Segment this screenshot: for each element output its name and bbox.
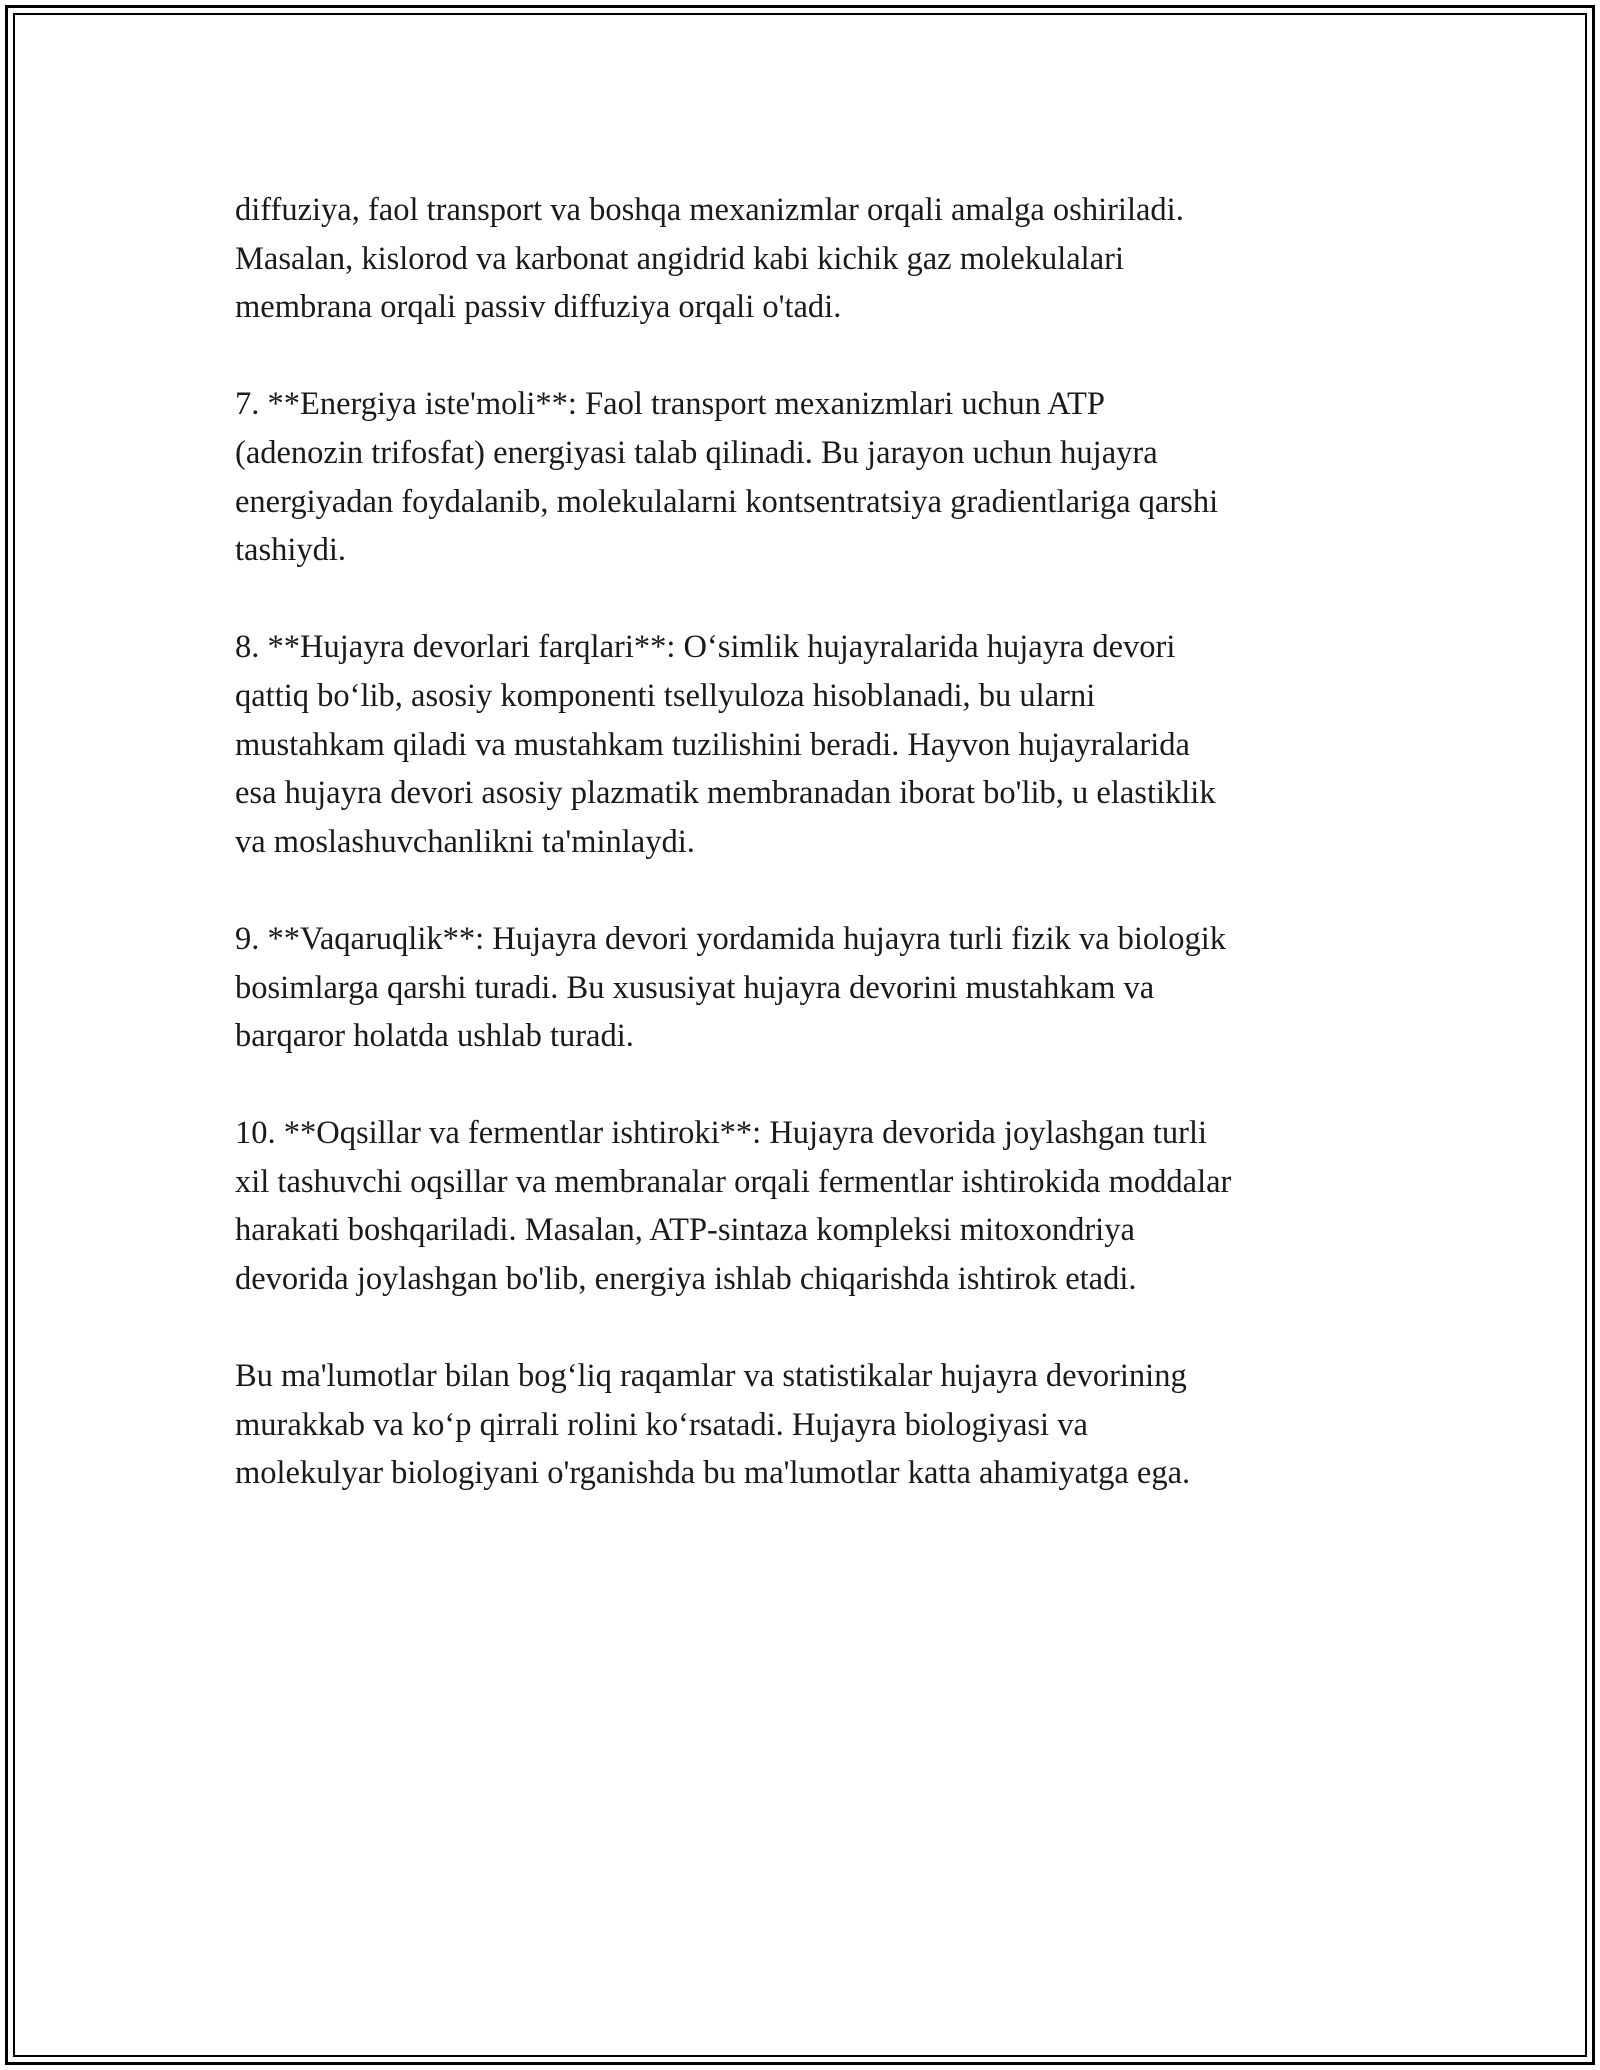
paragraph-cell-wall-differences: 8. **Hujayra devorlari farqlari**: O‘simlik hujayralarida hujayra devori qattiq bo‘lib, asosiy komponenti tsellyuloza hisoblanadi, bu ularni mustahkam qiladi va mustahkam tuzilishini beradi. Hayvon hujayralarida esa hujayra devori asosiy plazmatik membranadan iborat bo'lib, u elastiklik va moslashuvchanlikni ta'minlaydi. <box>235 629 1216 860</box>
paragraph-conclusion: Bu ma'lumotlar bilan bog‘liq raqamlar va statistikalar hujayra devorining murakkab va ko‘p qirrali rolini ko‘rsatadi. Hujayra biologiyasi va molekulyar biologiyani o'rganishda bu ma'lumotlar katta ahamiyatga ega. <box>235 1358 1191 1492</box>
paragraph-diffusion: diffuziya, faol transport va boshqa mexanizmlar orqali amalga oshiriladi. Masalan, kislorod va karbonat angidrid kabi kichik gaz molekulalari membrana orqali passiv diffuziya orqali o'tadi. <box>235 192 1184 326</box>
paragraph-energy-consumption: 7. **Energiya iste'moli**: Faol transport mexanizmlari uchun ATP (adenozin trifosfat) energiyasi talab qilinadi. Bu jarayon uchun hujayra energiyadan foydalanib, molekulalarni kontsentratsiya gradientlariga qarshi tashiydi. <box>235 386 1219 569</box>
document-body <box>235 186 1365 1547</box>
paragraph-resistance: 9. **Vaqaruqlik**: Hujayra devori yordamida hujayra turli fizik va biologik bosimlarga qarshi turadi. Bu xususiyat hujayra devorini mustahkam va barqaror holatda ushlab turadi. <box>235 920 1226 1055</box>
paragraph-proteins-enzymes: 10. **Oqsillar va fermentlar ishtiroki**: Hujayra devorida joylashgan turli xil tashuvchi oqsillar va membranalar orqali fermentlar ishtirokida moddalar harakati boshqariladi. Masalan, ATP-sintaza kompleksi mitoxondriya devorida joylashgan bo'lib, energiya ishlab chiqarishda ishtirok etadi. <box>235 1115 1232 1298</box>
